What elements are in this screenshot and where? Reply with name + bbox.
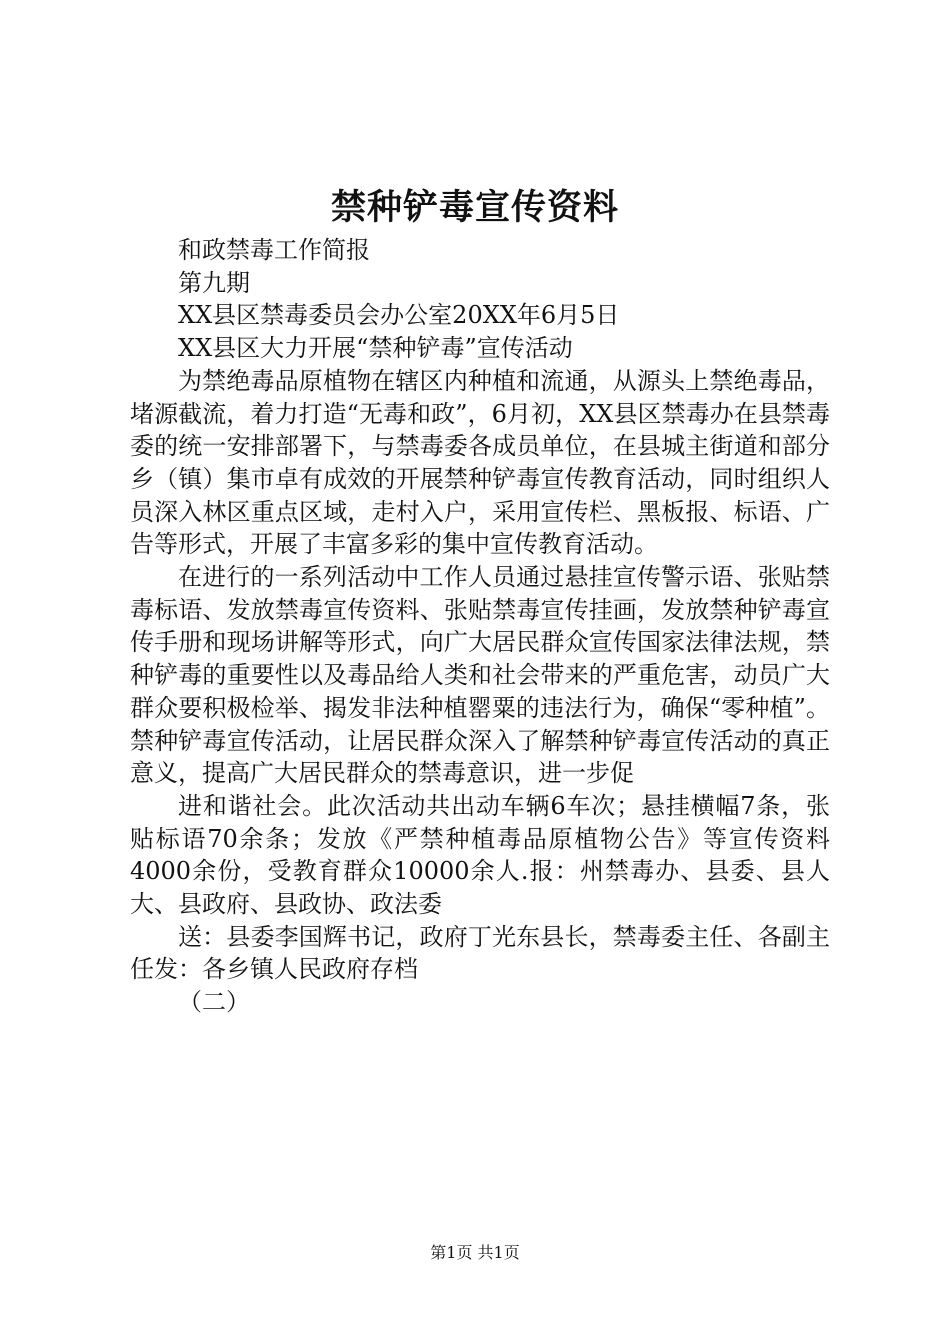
bulletin-name: 和政禁毒工作简报 bbox=[178, 236, 370, 264]
page-footer: 第1页 共1页 bbox=[430, 1243, 520, 1262]
document-title: 禁种铲毒宣传资料 bbox=[330, 187, 619, 228]
section-marker: （二） bbox=[178, 988, 250, 1017]
paragraph-3: 进和谐社会。此次活动共出动车辆6车次；悬挂横幅7条，张贴标语70余条；发放《严禁种植毒品原植物公告》等宣传资料4000余份，受教育群众10000余人.报：州禁毒办、县委、县人大、县政府、县政协、政法委 bbox=[130, 791, 830, 919]
paragraph-1: 为禁绝毒品原植物在辖区内种植和流通，从源头上禁绝毒品，堵源截流，着力打造“无毒和政”，6月初，XX县区禁毒办在县禁毒委的统一安排部署下，与禁毒委各成员单位，在县城主街道和部分乡（镇）集市卓有成效的开展禁种铲毒宣传教育活动，同时组织人员深入林区重点区域，走村入户，采用宣传栏、黑板报、标语、广告等形式，开展了丰富多彩的集中宣传教育活动。 bbox=[130, 366, 830, 559]
issue-number: 第九期 bbox=[178, 268, 250, 297]
article-heading: XX县区大力开展“禁种铲毒”宣传活动 bbox=[178, 334, 573, 363]
paragraph-4: 送：县委李国辉书记，政府丁光东县长，禁毒委主任、各副主任发：各乡镇人民政府存档 bbox=[130, 922, 830, 984]
document-body bbox=[130, 234, 830, 1019]
issuer-date-line: XX县区禁毒委员会办公室20XX年6月5日 bbox=[178, 301, 620, 330]
paragraph-2: 在进行的一系列活动中工作人员通过悬挂宣传警示语、张贴禁毒标语、发放禁毒宣传资料、张贴禁毒宣传挂画，发放禁种铲毒宣传手册和现场讲解等形式，向广大居民群众宣传国家法律法规，禁种铲毒的重要性以及毒品给人类和社会带来的严重危害，动员广大群众要积极检举、揭发非法种植罂粟的违法行为，确保“零种植”。禁种铲毒宣传活动，让居民群众深入了解禁种铲毒宣传活动的真正意义，提高广大居民群众的禁毒意识，进一步促 bbox=[130, 563, 830, 788]
